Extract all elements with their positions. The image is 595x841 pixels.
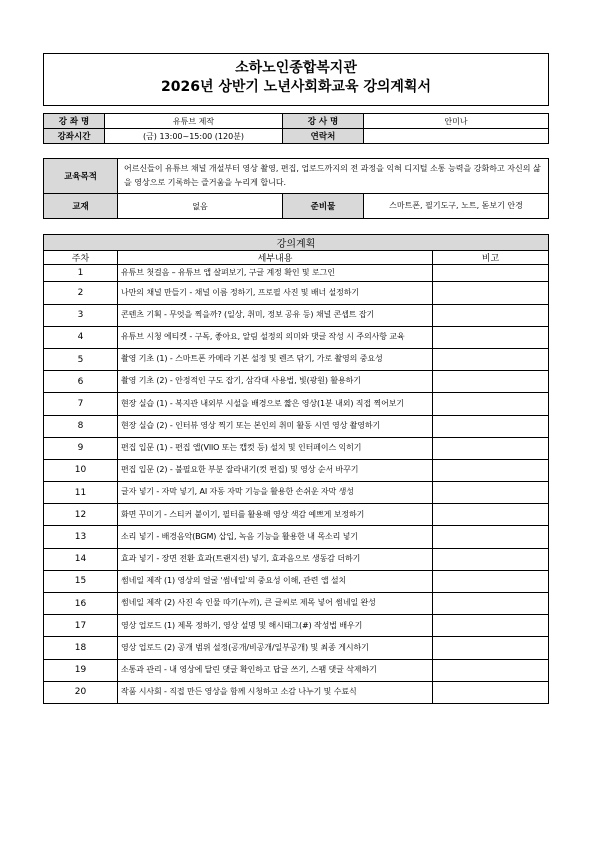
plan-title-row: [44, 235, 549, 251]
week-number: 7: [44, 393, 118, 415]
detail-column-header: 세부내용: [118, 251, 433, 265]
week-number: 19: [44, 659, 118, 681]
course-value: 유튜브 제작: [105, 114, 283, 129]
goal-row: [44, 159, 549, 194]
plan-row: [44, 415, 549, 437]
goal-table: [43, 158, 549, 219]
plan-row: [44, 393, 549, 415]
week-number: 16: [44, 593, 118, 615]
week-note: [433, 637, 549, 659]
plan-row: [44, 615, 549, 637]
week-number: 3: [44, 304, 118, 326]
plan-row: [44, 526, 549, 548]
week-number: 1: [44, 265, 118, 282]
plan-row: [44, 459, 549, 481]
week-detail: 촬영 기초 (2) - 안정적인 구도 잡기, 삼각대 사용법, 빛(광원) 활용하기: [118, 371, 433, 393]
week-note: [433, 348, 549, 370]
week-detail: 편집 입문 (1) - 편집 앱(VllO 또는 캡컷 등) 설치 및 인터페이스 익히기: [118, 437, 433, 459]
plan-header-row: [44, 251, 549, 265]
week-note: [433, 437, 549, 459]
plan-row: [44, 570, 549, 592]
week-number: 17: [44, 615, 118, 637]
plan-title: 강의계획: [44, 235, 549, 251]
plan-row: [44, 437, 549, 459]
week-number: 12: [44, 504, 118, 526]
document-title-box: [43, 53, 549, 106]
material-row: [44, 194, 549, 219]
week-detail: 콘텐츠 기획 - 무엇을 찍을까? (일상, 취미, 정보 공유 등) 채널 콘셉트 잡기: [118, 304, 433, 326]
week-detail: 현장 실습 (2) - 인터뷰 영상 찍기 또는 본인의 취미 활동 시연 영상 촬영하기: [118, 415, 433, 437]
plan-row: [44, 304, 549, 326]
document-title: 2026년 상반기 노년사회화교육 강의계획서: [161, 79, 431, 95]
week-note: [433, 371, 549, 393]
week-note: [433, 570, 549, 592]
week-detail: 나만의 채널 만들기 - 채널 이름 정하기, 프로필 사진 및 배너 설정하기: [118, 282, 433, 304]
week-note: [433, 482, 549, 504]
week-detail: 유튜브 첫걸음 – 유튜브 앱 살펴보기, 구글 계정 확인 및 로그인: [118, 265, 433, 282]
week-column-header: 주차: [44, 251, 118, 265]
lecture-plan-table: [43, 234, 549, 704]
week-detail: 소통과 관리 - 내 영상에 달린 댓글 확인하고 답글 쓰기, 스팸 댓글 삭제하기: [118, 659, 433, 681]
week-detail: 썸네일 제작 (1) 영상의 얼굴 '썸네일'의 중요성 이해, 관련 앱 설치: [118, 570, 433, 592]
week-number: 4: [44, 326, 118, 348]
week-note: [433, 304, 549, 326]
week-detail: 영상 업로드 (2) 공개 범위 설정(공개/비공개/일부공개) 및 최종 게시하기: [118, 637, 433, 659]
week-number: 18: [44, 637, 118, 659]
plan-row: [44, 504, 549, 526]
week-note: [433, 526, 549, 548]
week-number: 6: [44, 371, 118, 393]
week-number: 11: [44, 482, 118, 504]
plan-row: [44, 371, 549, 393]
goal-text: 어르신들이 유튜브 채널 개설부터 영상 촬영, 편집, 업로드까지의 전 과정을 익혀 디지털 소통 능력을 강화하고 자신의 삶을 영상으로 기록하는 즐거움을 누리게 합니다.: [118, 159, 549, 194]
plan-row: [44, 282, 549, 304]
plan-row: [44, 265, 549, 282]
course-info-table: [43, 113, 549, 144]
week-detail: 글자 넣기 - 자막 넣기, AI 자동 자막 기능을 활용한 손쉬운 자막 생성: [118, 482, 433, 504]
week-detail: 작품 시사회 - 직접 만든 영상을 함께 시청하고 소감 나누기 및 수료식: [118, 681, 433, 703]
plan-row: [44, 348, 549, 370]
contact-label: 연락처: [283, 129, 364, 144]
week-detail: 현장 실습 (1) - 복지관 내외부 시설을 배경으로 짧은 영상(1분 내외) 직접 찍어보기: [118, 393, 433, 415]
week-note: [433, 459, 549, 481]
week-detail: 화면 꾸미기 - 스티커 붙이기, 필터를 활용해 영상 색감 예쁘게 보정하기: [118, 504, 433, 526]
course-label: 강 좌 명: [44, 114, 105, 129]
week-detail: 유튜브 시청 에티켓 - 구독, 좋아요, 알림 설정의 의미와 댓글 작성 시 주의사항 교육: [118, 326, 433, 348]
instructor-label: 강 사 명: [283, 114, 364, 129]
week-number: 10: [44, 459, 118, 481]
week-note: [433, 504, 549, 526]
plan-row: [44, 326, 549, 348]
week-note: [433, 265, 549, 282]
prep-label: 준비물: [283, 194, 364, 219]
course-row: [44, 114, 549, 129]
week-number: 15: [44, 570, 118, 592]
week-number: 8: [44, 415, 118, 437]
plan-row: [44, 482, 549, 504]
week-detail: 썸네일 제작 (2) 사진 속 인물 따기(누끼), 큰 글씨로 제목 넣어 썸네일 완성: [118, 593, 433, 615]
plan-row: [44, 659, 549, 681]
instructor-value: 안미나: [364, 114, 549, 129]
week-number: 5: [44, 348, 118, 370]
week-number: 13: [44, 526, 118, 548]
week-detail: 영상 업로드 (1) 제목 정하기, 영상 설명 및 해시태그(#) 작성법 배우기: [118, 615, 433, 637]
plan-row: [44, 681, 549, 703]
time-value: (금) 13:00~15:00 (120분): [105, 129, 283, 144]
plan-row: [44, 637, 549, 659]
goal-label: 교육목적: [44, 159, 118, 194]
note-column-header: 비고: [433, 251, 549, 265]
week-number: 9: [44, 437, 118, 459]
material-value: 없음: [118, 194, 283, 219]
week-detail: 편집 입문 (2) - 불필요한 부분 잘라내기(컷 편집) 및 영상 순서 바꾸기: [118, 459, 433, 481]
contact-value: [364, 129, 549, 144]
week-number: 20: [44, 681, 118, 703]
week-note: [433, 393, 549, 415]
week-note: [433, 615, 549, 637]
week-number: 2: [44, 282, 118, 304]
prep-value: 스마트폰, 필기도구, 노트, 돋보기 안경: [364, 194, 549, 219]
plan-row: [44, 593, 549, 615]
week-note: [433, 282, 549, 304]
plan-row: [44, 548, 549, 570]
week-detail: 소리 넣기 - 배경음악(BGM) 삽입, 녹음 기능을 활용한 내 목소리 넣기: [118, 526, 433, 548]
week-detail: 촬영 기초 (1) - 스마트폰 카메라 기본 설정 및 렌즈 닦기, 가로 촬영의 중요성: [118, 348, 433, 370]
time-row: [44, 129, 549, 144]
week-note: [433, 548, 549, 570]
time-label: 강좌시간: [44, 129, 105, 144]
week-note: [433, 681, 549, 703]
week-note: [433, 659, 549, 681]
week-detail: 효과 넣기 - 장면 전환 효과(트랜지션) 넣기, 효과음으로 생동감 더하기: [118, 548, 433, 570]
organization-name: 소하노인종합복지관: [235, 60, 357, 76]
week-note: [433, 593, 549, 615]
material-label: 교재: [44, 194, 118, 219]
week-note: [433, 326, 549, 348]
week-number: 14: [44, 548, 118, 570]
week-note: [433, 415, 549, 437]
